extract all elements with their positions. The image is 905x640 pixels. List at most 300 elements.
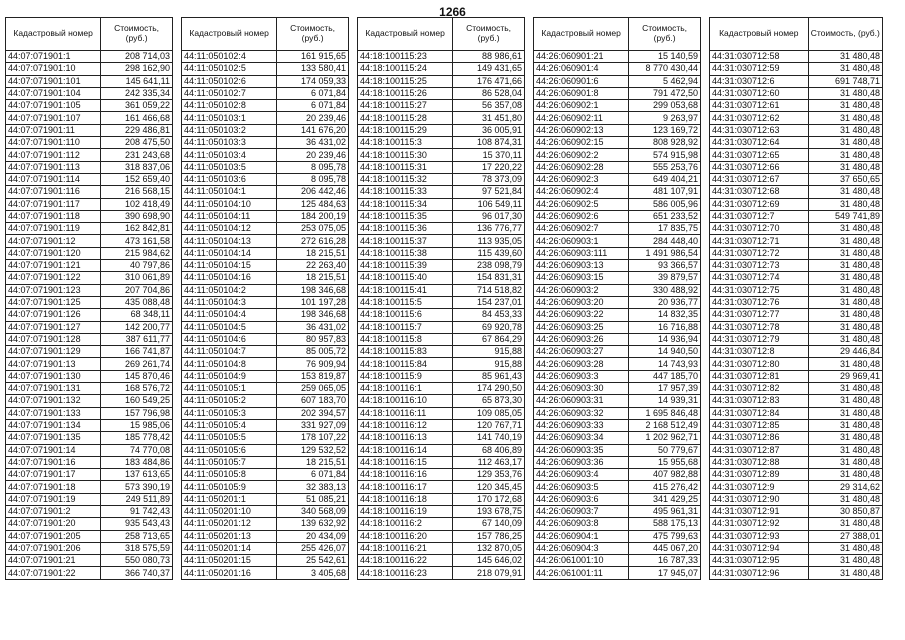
cadastral-number-cell: 44:18:100116:14 (358, 444, 453, 456)
table-row (534, 284, 701, 296)
table-row (534, 124, 701, 136)
table-row (710, 186, 883, 198)
cadastral-number-cell: 44:11:050104:11 (182, 210, 277, 222)
table-row (182, 309, 349, 321)
cadastral-number-cell: 44:11:050105:5 (182, 432, 277, 444)
table-row (182, 51, 349, 63)
table-row (710, 395, 883, 407)
cost-cell: 125 484,63 (277, 198, 349, 210)
cost-cell: 208 475,50 (101, 137, 173, 149)
table-row (358, 419, 525, 431)
table-row (358, 235, 525, 247)
cost-cell: 31 480,48 (808, 87, 882, 99)
cadastral-number-cell: 44:11:050201:1 (182, 493, 277, 505)
cadastral-number-cell: 44:31:030712:79 (710, 333, 809, 345)
cadastral-number-cell: 44:07:071901:206 (6, 542, 101, 554)
table-row (6, 469, 173, 481)
cost-cell: 330 488,92 (629, 284, 701, 296)
cadastral-number-cell: 44:26:060903:22 (534, 309, 629, 321)
table-row (358, 567, 525, 579)
cost-cell: 137 613,65 (101, 469, 173, 481)
table-row (358, 383, 525, 395)
cadastral-number-cell: 44:26:060903:1 (534, 235, 629, 247)
cadastral-number-cell: 44:07:071901:135 (6, 432, 101, 444)
table-row (710, 370, 883, 382)
table-row (710, 407, 883, 419)
table-row (6, 173, 173, 185)
table-row (534, 370, 701, 382)
cadastral-number-cell: 44:31:030712:59 (710, 63, 809, 75)
cost-cell: 14 940,50 (629, 346, 701, 358)
table-row (6, 75, 173, 87)
cost-cell: 85 961,43 (453, 370, 525, 382)
table-row (710, 358, 883, 370)
cadastral-number-cell: 44:26:060902:28 (534, 161, 629, 173)
cost-cell: 142 200,77 (101, 321, 173, 333)
table-row (182, 149, 349, 161)
cost-cell: 31 480,48 (808, 260, 882, 272)
cost-cell: 31 480,48 (808, 223, 882, 235)
table-row (182, 383, 349, 395)
cost-cell: 258 713,65 (101, 530, 173, 542)
cost-cell: 161 466,68 (101, 112, 173, 124)
table-row (534, 469, 701, 481)
cost-cell: 361 059,22 (101, 100, 173, 112)
cadastral-number-cell: 44:31:030712:95 (710, 555, 809, 567)
cost-cell: 691 748,71 (808, 75, 882, 87)
cadastral-number-cell: 44:11:050104:1 (182, 186, 277, 198)
cadastral-number-cell: 44:31:030712:90 (710, 493, 809, 505)
table-row (182, 235, 349, 247)
cost-cell: 20 434,09 (277, 530, 349, 542)
cadastral-number-cell: 44:26:060903:32 (534, 407, 629, 419)
cadastral-number-cell: 44:31:030712:7 (710, 210, 809, 222)
table-row (182, 296, 349, 308)
cost-cell: 298 162,90 (101, 63, 173, 75)
cadastral-number-cell: 44:26:061001:10 (534, 555, 629, 567)
cost-cell: 259 065,05 (277, 383, 349, 395)
cost-cell: 310 061,89 (101, 272, 173, 284)
cadastral-number-cell: 44:18:100115:35 (358, 210, 453, 222)
cost-cell: 193 678,75 (453, 505, 525, 517)
cost-cell: 649 404,21 (629, 173, 701, 185)
cadastral-number-cell: 44:07:071901:13 (6, 358, 101, 370)
cost-cell: 149 431,65 (453, 63, 525, 75)
cost-cell: 93 366,57 (629, 260, 701, 272)
cost-cell: 84 453,33 (453, 309, 525, 321)
cadastral-number-cell: 44:26:061001:11 (534, 567, 629, 579)
cost-cell: 407 982,88 (629, 469, 701, 481)
cost-cell: 31 480,48 (808, 555, 882, 567)
cadastral-number-cell: 44:31:030712:69 (710, 198, 809, 210)
cost-cell: 340 568,09 (277, 505, 349, 517)
cost-cell: 129 353,76 (453, 469, 525, 481)
cadastral-number-cell: 44:07:071901:19 (6, 493, 101, 505)
cost-cell: 791 472,50 (629, 87, 701, 99)
table-row (6, 530, 173, 542)
cadastral-number-cell: 44:26:060903:8 (534, 518, 629, 530)
cost-cell: 68 406,89 (453, 444, 525, 456)
cost-cell: 31 480,48 (808, 444, 882, 456)
cost-cell: 17 957,39 (629, 383, 701, 395)
table-row (534, 186, 701, 198)
table-row (710, 481, 883, 493)
table-row (182, 530, 349, 542)
cadastral-number-cell: 44:31:030712:91 (710, 505, 809, 517)
cadastral-number-cell: 44:26:060903:27 (534, 346, 629, 358)
cost-cell: 37 650,65 (808, 173, 882, 185)
cadastral-number-cell: 44:07:071901:18 (6, 481, 101, 493)
cost-cell: 255 426,07 (277, 542, 349, 554)
cadastral-number-cell: 44:11:050103:3 (182, 137, 277, 149)
cost-cell: 17 220,22 (453, 161, 525, 173)
cadastral-number-cell: 44:18:100115:5 (358, 296, 453, 308)
cost-cell: 31 480,48 (808, 272, 882, 284)
table-row (358, 210, 525, 222)
cost-cell: 31 480,48 (808, 247, 882, 259)
header-row (182, 18, 349, 51)
cadastral-number-cell: 44:11:050104:10 (182, 198, 277, 210)
cadastral-number-cell: 44:26:060903:3 (534, 370, 629, 382)
cadastral-number-cell: 44:26:060903:2 (534, 284, 629, 296)
table-row (358, 493, 525, 505)
cadastral-number-cell: 44:07:071901:118 (6, 210, 101, 222)
cadastral-number-cell: 44:18:100115:9 (358, 370, 453, 382)
table-row (182, 432, 349, 444)
table-row (534, 112, 701, 124)
cadastral-number-cell: 44:11:050104:14 (182, 247, 277, 259)
cadastral-number-cell: 44:31:030712:93 (710, 530, 809, 542)
cost-cell: 91 742,43 (101, 505, 173, 517)
cost-cell: 31 480,48 (808, 542, 882, 554)
cost-cell: 96 017,30 (453, 210, 525, 222)
cadastral-number-cell: 44:31:030712:81 (710, 370, 809, 382)
cost-cell: 30 850,87 (808, 505, 882, 517)
cost-cell: 31 480,48 (808, 124, 882, 136)
table-row (358, 444, 525, 456)
cost-cell: 157 796,98 (101, 407, 173, 419)
cadastral-number-cell: 44:26:060902:7 (534, 223, 629, 235)
table-row (710, 100, 883, 112)
cadastral-number-cell: 44:26:060902:11 (534, 112, 629, 124)
cadastral-number-cell: 44:26:060903:34 (534, 432, 629, 444)
cadastral-number-cell: 44:31:030712:73 (710, 260, 809, 272)
cost-cell: 120 767,71 (453, 419, 525, 431)
cost-cell: 31 480,48 (808, 567, 882, 579)
cost-cell: 20 936,77 (629, 296, 701, 308)
cadastral-number-cell: 44:11:050103:2 (182, 124, 277, 136)
table-row (534, 567, 701, 579)
cadastral-number-cell: 44:11:050201:16 (182, 567, 277, 579)
table-row (710, 456, 883, 468)
cadastral-number-cell: 44:11:050103:6 (182, 173, 277, 185)
cost-cell: 176 471,66 (453, 75, 525, 87)
cost-cell: 216 568,15 (101, 186, 173, 198)
cost-cell: 229 486,81 (101, 124, 173, 136)
header-cadastral-number: Кадастровый номер (710, 18, 809, 51)
cost-cell: 85 005,72 (277, 346, 349, 358)
cost-cell: 18 215,51 (277, 456, 349, 468)
cadastral-number-cell: 44:31:030712:65 (710, 149, 809, 161)
cost-cell: 555 253,76 (629, 161, 701, 173)
table-row (710, 235, 883, 247)
table-row (710, 51, 883, 63)
cadastral-number-cell: 44:18:100115:6 (358, 309, 453, 321)
table-row (710, 87, 883, 99)
table-row (6, 395, 173, 407)
cadastral-number-cell: 44:26:060904:3 (534, 542, 629, 554)
table-row (182, 493, 349, 505)
table-row (710, 309, 883, 321)
cadastral-number-cell: 44:26:060902:13 (534, 124, 629, 136)
cadastral-number-cell: 44:07:071901:128 (6, 333, 101, 345)
table-row (6, 149, 173, 161)
cost-cell: 31 480,48 (808, 296, 882, 308)
cost-cell: 915,88 (453, 346, 525, 358)
cadastral-number-cell: 44:07:071901:107 (6, 112, 101, 124)
cadastral-number-cell: 44:26:060903:33 (534, 419, 629, 431)
table-row (710, 173, 883, 185)
table-row (710, 333, 883, 345)
cost-cell: 6 071,84 (277, 100, 349, 112)
table-row (6, 309, 173, 321)
cost-cell: 22 263,40 (277, 260, 349, 272)
cadastral-number-cell: 44:31:030712:82 (710, 383, 809, 395)
table-row (6, 284, 173, 296)
table-row (534, 321, 701, 333)
table-row (358, 223, 525, 235)
table-row (534, 358, 701, 370)
table-row (182, 444, 349, 456)
table-row (182, 555, 349, 567)
cadastral-number-cell: 44:11:050104:4 (182, 309, 277, 321)
table-row (182, 124, 349, 136)
cadastral-number-cell: 44:11:050201:10 (182, 505, 277, 517)
cost-cell: 935 543,43 (101, 518, 173, 530)
cost-cell: 174 290,50 (453, 383, 525, 395)
cadastral-number-cell: 44:07:071901:125 (6, 296, 101, 308)
cost-cell: 101 197,28 (277, 296, 349, 308)
table-row (358, 51, 525, 63)
cadastral-number-cell: 44:31:030712:84 (710, 407, 809, 419)
cost-cell: 113 935,05 (453, 235, 525, 247)
cadastral-number-cell: 44:07:071901:119 (6, 223, 101, 235)
table-row (358, 161, 525, 173)
cost-cell: 318 837,06 (101, 161, 173, 173)
cost-cell: 208 714,03 (101, 51, 173, 63)
table-row (6, 419, 173, 431)
cost-cell: 67 864,29 (453, 333, 525, 345)
cost-cell: 607 183,70 (277, 395, 349, 407)
header-row (534, 18, 701, 51)
table-row (182, 112, 349, 124)
cadastral-number-cell: 44:26:060901:21 (534, 51, 629, 63)
cost-cell: 162 842,81 (101, 223, 173, 235)
cadastral-number-cell: 44:31:030712:94 (710, 542, 809, 554)
table-row (358, 284, 525, 296)
table-row (358, 198, 525, 210)
cost-cell: 574 915,98 (629, 149, 701, 161)
cost-cell: 31 480,48 (808, 51, 882, 63)
table-row (6, 432, 173, 444)
cost-cell: 31 480,48 (808, 198, 882, 210)
table-row (6, 481, 173, 493)
cost-cell: 29 446,84 (808, 346, 882, 358)
cost-cell: 69 920,78 (453, 321, 525, 333)
table-row (182, 456, 349, 468)
table-row (534, 51, 701, 63)
cost-cell: 1 491 986,54 (629, 247, 701, 259)
cost-cell: 5 462,94 (629, 75, 701, 87)
table-row (6, 87, 173, 99)
table-row (358, 149, 525, 161)
table-row (710, 296, 883, 308)
table-row (358, 87, 525, 99)
cadastral-number-cell: 44:18:100116:11 (358, 407, 453, 419)
table-row (358, 542, 525, 554)
table-row (710, 112, 883, 124)
cost-cell: 238 098,79 (453, 260, 525, 272)
table-row (6, 63, 173, 75)
table-row (710, 247, 883, 259)
cadastral-number-cell: 44:31:030712:71 (710, 235, 809, 247)
cadastral-number-cell: 44:31:030712:76 (710, 296, 809, 308)
table-row (710, 444, 883, 456)
table-row (6, 247, 173, 259)
table-row (6, 456, 173, 468)
cadastral-number-cell: 44:26:060903:28 (534, 358, 629, 370)
cost-cell: 269 261,74 (101, 358, 173, 370)
table-row (182, 161, 349, 173)
cadastral-number-cell: 44:11:050104:16 (182, 272, 277, 284)
cadastral-number-cell: 44:18:100115:38 (358, 247, 453, 259)
table-row (6, 444, 173, 456)
cost-cell: 253 075,05 (277, 223, 349, 235)
table-row (358, 112, 525, 124)
table-row (358, 321, 525, 333)
table-row (358, 75, 525, 87)
cadastral-number-cell: 44:18:100116:20 (358, 530, 453, 542)
cost-cell: 915,88 (453, 358, 525, 370)
cost-cell: 714 518,82 (453, 284, 525, 296)
cadastral-number-cell: 44:31:030712:62 (710, 112, 809, 124)
cadastral-number-cell: 44:11:050103:1 (182, 112, 277, 124)
cadastral-table-column-4 (533, 17, 701, 580)
cadastral-number-cell: 44:18:100115:29 (358, 124, 453, 136)
table-row (182, 247, 349, 259)
cost-cell: 88 986,61 (453, 51, 525, 63)
cadastral-number-cell: 44:26:060903:13 (534, 260, 629, 272)
cadastral-number-cell: 44:18:100115:83 (358, 346, 453, 358)
cadastral-number-cell: 44:18:100115:23 (358, 51, 453, 63)
cost-cell: 366 740,37 (101, 567, 173, 579)
cadastral-number-cell: 44:26:060904:1 (534, 530, 629, 542)
cost-cell: 31 480,48 (808, 383, 882, 395)
cadastral-number-cell: 44:18:100116:10 (358, 395, 453, 407)
cadastral-number-cell: 44:31:030712:58 (710, 51, 809, 63)
cadastral-number-cell: 44:18:100116:16 (358, 469, 453, 481)
table-row (358, 137, 525, 149)
cost-cell: 14 936,94 (629, 333, 701, 345)
table-row (6, 296, 173, 308)
table-row (358, 260, 525, 272)
cadastral-number-cell: 44:07:071901:117 (6, 198, 101, 210)
table-row (358, 247, 525, 259)
table-row (6, 346, 173, 358)
table-row (6, 186, 173, 198)
cost-cell: 1 202 962,71 (629, 432, 701, 444)
table-row (182, 284, 349, 296)
cadastral-number-cell: 44:11:050104:7 (182, 346, 277, 358)
cost-cell: 76 909,94 (277, 358, 349, 370)
cadastral-number-cell: 44:11:050104:2 (182, 284, 277, 296)
cadastral-number-cell: 44:07:071901:126 (6, 309, 101, 321)
cadastral-number-cell: 44:11:050201:13 (182, 530, 277, 542)
cadastral-number-cell: 44:26:060902:2 (534, 149, 629, 161)
cost-cell: 215 984,62 (101, 247, 173, 259)
header-cadastral-number: Кадастровый номер (182, 18, 277, 51)
cost-cell: 39 879,57 (629, 272, 701, 284)
cost-cell: 8 770 430,44 (629, 63, 701, 75)
table-row (182, 505, 349, 517)
cost-cell: 18 215,51 (277, 247, 349, 259)
cadastral-number-cell: 44:18:100115:33 (358, 186, 453, 198)
cost-cell: 31 480,48 (808, 309, 882, 321)
table-row (182, 419, 349, 431)
cost-cell: 207 704,86 (101, 284, 173, 296)
cadastral-number-cell: 44:07:071901:11 (6, 124, 101, 136)
cost-cell: 2 168 512,49 (629, 419, 701, 431)
cadastral-number-cell: 44:07:071901:131 (6, 383, 101, 395)
header-cost: Стоимость, (руб.) (453, 18, 525, 51)
cost-cell: 1 695 846,48 (629, 407, 701, 419)
table-row (182, 210, 349, 222)
cadastral-number-cell: 44:07:071901:22 (6, 567, 101, 579)
cadastral-number-cell: 44:11:050104:13 (182, 235, 277, 247)
table-row (534, 493, 701, 505)
table-row (710, 542, 883, 554)
table-row (6, 124, 173, 136)
cost-cell: 15 955,68 (629, 456, 701, 468)
table-row (6, 235, 173, 247)
table-row (534, 518, 701, 530)
cadastral-number-cell: 44:31:030712:89 (710, 469, 809, 481)
cost-cell: 198 346,68 (277, 309, 349, 321)
cost-cell: 106 549,11 (453, 198, 525, 210)
cadastral-number-cell: 44:31:030712:64 (710, 137, 809, 149)
cost-cell: 31 480,48 (808, 161, 882, 173)
cost-cell: 17 945,07 (629, 567, 701, 579)
cadastral-number-cell: 44:07:071901:205 (6, 530, 101, 542)
cost-cell: 17 835,75 (629, 223, 701, 235)
cadastral-number-cell: 44:31:030712:61 (710, 100, 809, 112)
cadastral-number-cell: 44:31:030712:8 (710, 346, 809, 358)
cadastral-number-cell: 44:18:100115:28 (358, 112, 453, 124)
cadastral-table-column-5 (709, 17, 883, 580)
cadastral-number-cell: 44:18:100116:12 (358, 419, 453, 431)
table-row (710, 493, 883, 505)
table-row (358, 555, 525, 567)
table-row (534, 272, 701, 284)
table-row (534, 333, 701, 345)
table-row (6, 198, 173, 210)
table-row (358, 100, 525, 112)
table-row (358, 358, 525, 370)
cadastral-number-cell: 44:11:050104:12 (182, 223, 277, 235)
table-row (710, 555, 883, 567)
cost-cell: 31 480,48 (808, 518, 882, 530)
cost-cell: 331 927,09 (277, 419, 349, 431)
